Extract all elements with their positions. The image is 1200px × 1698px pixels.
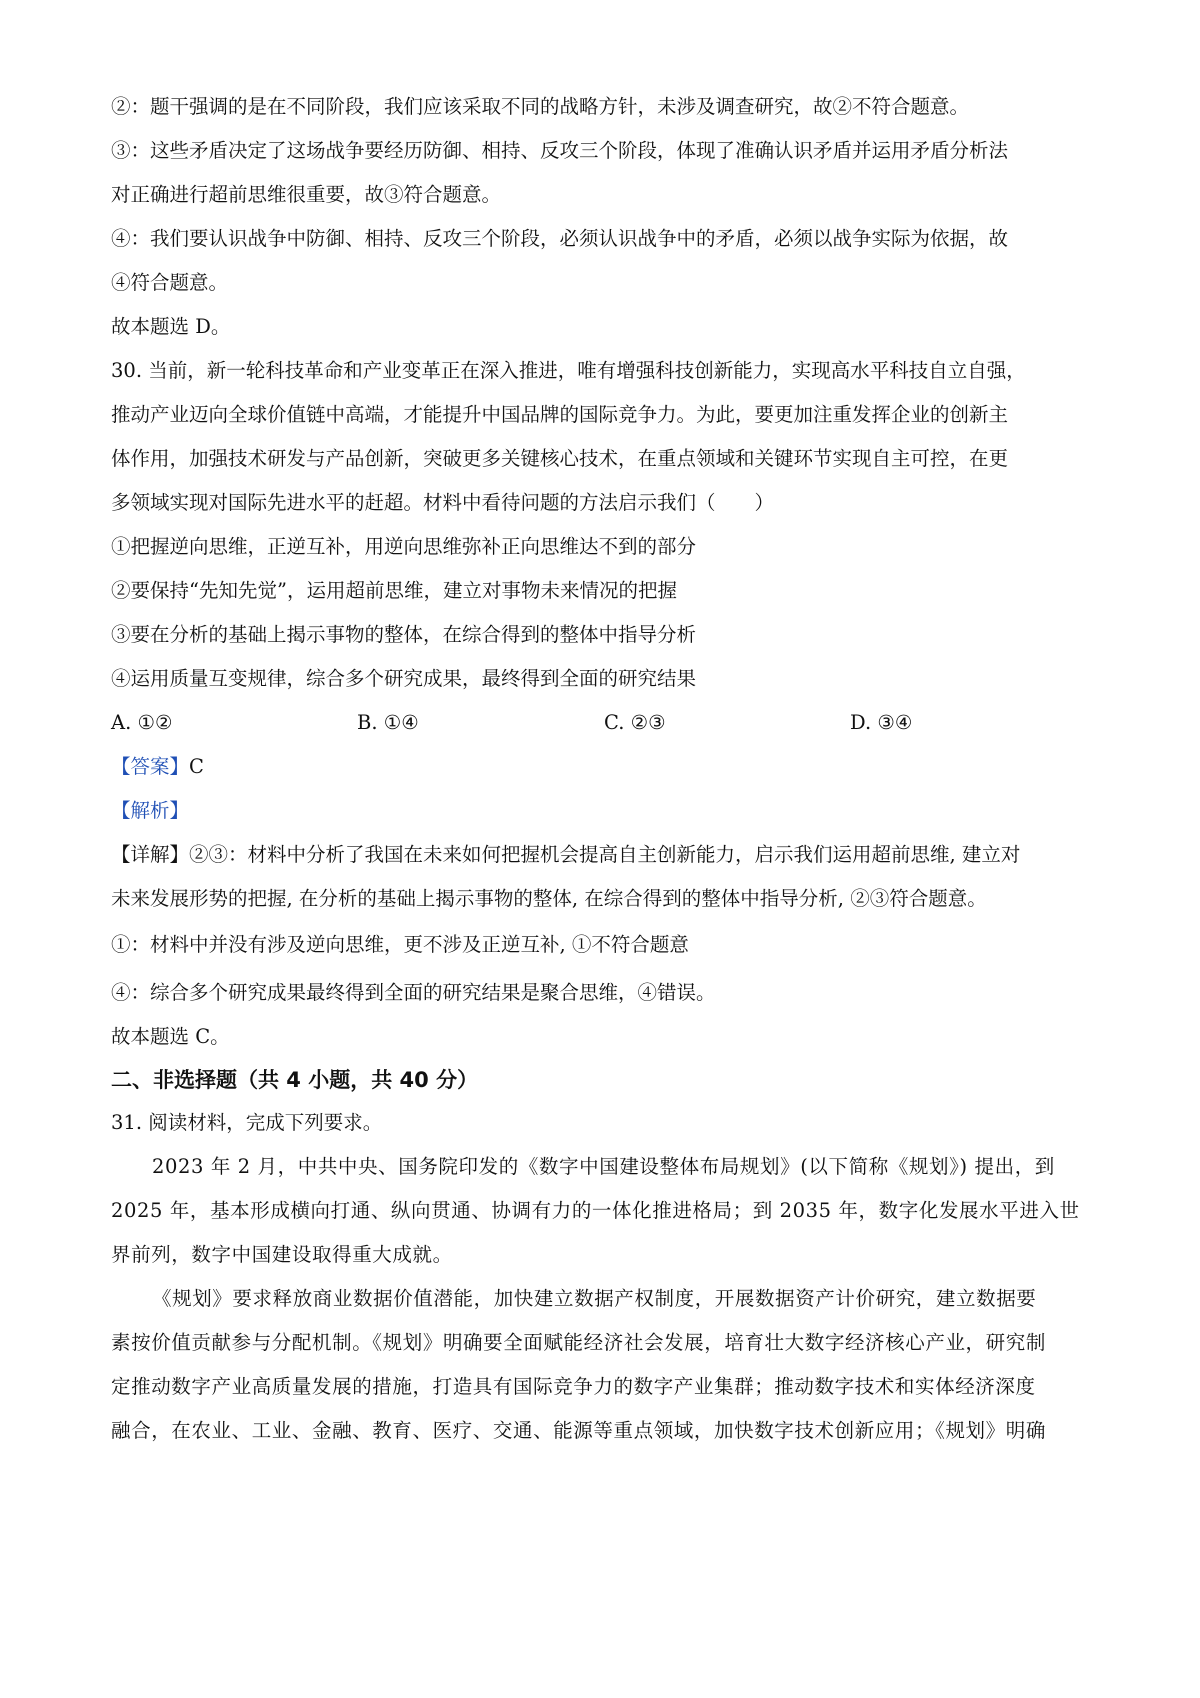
- q31-material-line: 定推动数字产业高质量发展的措施，打造具有国际竞争力的数字产业集群；推动数字技术和实体经济深度: [111, 1375, 1036, 1398]
- q30-option-a: A. ①②: [111, 711, 173, 734]
- prev-analysis-line-4: ④：我们要认识战争中防御、相持、反攻三个阶段，必须认识战争中的矛盾，必须以战争实际为依据，故: [111, 227, 1009, 250]
- q30-detail-line: [111, 842, 1101, 868]
- q30-stem-line: 30. 当前，新一轮科技革命和产业变革正在深入推进，唯有增强科技创新能力，实现高水平科技自立自强，: [111, 359, 1026, 382]
- detail-tag: 【详解】: [111, 843, 190, 866]
- q30-stem-line: 推动产业迈向全球价值链中高端，才能提升中国品牌的国际竞争力。为此，要更加注重发挥企业的创新主: [111, 403, 1009, 426]
- q30-detail-line: 未来发展形势的把握, 在分析的基础上揭示事物的整体, 在综合得到的整体中指导分析, ②③符合题意。: [111, 887, 987, 910]
- q31-material-line: 融合，在农业、工业、金融、教育、医疗、交通、能源等重点领域，加快数字技术创新应用；《规划》明确: [111, 1419, 1046, 1442]
- q31-material-line: 2025 年，基本形成横向打通、纵向贯通、协调有力的一体化推进格局；到 2035 年，数字化发展水平进入世: [111, 1199, 1080, 1222]
- detail-text: ②③：材料中分析了我国在未来如何把握机会提高自主创新能力，启示我们运用超前思维, 建立对: [189, 843, 1021, 866]
- q30-option-d: D. ③④: [850, 711, 913, 734]
- q30-statement-1: ①把握逆向思维，正逆互补，用逆向思维弥补正向思维达不到的部分: [111, 535, 697, 558]
- analysis-tag: 【解析】: [111, 799, 190, 822]
- prev-analysis-line-3: ③：这些矛盾决定了这场战争要经历防御、相持、反攻三个阶段，体现了准确认识矛盾并运用矛盾分析法: [111, 139, 1009, 162]
- q31-material-line: 《规划》要求释放商业数据价值潜能，加快建立数据产权制度，开展数据资产计价研究，建立数据要: [152, 1287, 1037, 1310]
- q30-statement-2: ②要保持“先知先觉”，运用超前思维，建立对事物未来情况的把握: [111, 579, 677, 602]
- prev-analysis-line-2: ②：题干强调的是在不同阶段，我们应该采取不同的战略方针，未涉及调查研究，故②不符合题意。: [111, 95, 970, 118]
- prev-conclusion: 故本题选 D。: [111, 315, 231, 338]
- q30-detail-line: ④：综合多个研究成果最终得到全面的研究结果是聚合思维，④错误。: [111, 981, 716, 1004]
- answer-value: C: [189, 755, 204, 778]
- q30-option-c: C. ②③: [604, 711, 666, 734]
- q30-statement-3: ③要在分析的基础上揭示事物的整体，在综合得到的整体中指导分析: [111, 623, 697, 646]
- prev-analysis-line-3-cont: 对正确进行超前思维很重要，故③符合题意。: [111, 183, 502, 206]
- prev-analysis-line-4-cont: ④符合题意。: [111, 271, 229, 294]
- q30-stem-line: 多领域实现对国际先进水平的赶超。材料中看待问题的方法启示我们（ ）: [111, 491, 775, 514]
- q30-conclusion: 故本题选 C。: [111, 1025, 230, 1048]
- q30-statement-4: ④运用质量互变规律，综合多个研究成果，最终得到全面的研究结果: [111, 667, 697, 690]
- q30-option-b: B. ①④: [357, 711, 419, 734]
- q30-answer: [111, 754, 1101, 780]
- q31-material-line: 界前列，数字中国建设取得重大成就。: [111, 1243, 453, 1266]
- q31-material-line: 素按价值贡献参与分配机制。《规划》明确要全面赋能经济社会发展，培育壮大数字经济核心产业，研究制: [111, 1331, 1046, 1354]
- q30-analysis-heading: [111, 798, 1101, 824]
- q30-detail-line: ①：材料中并没有涉及逆向思维，更不涉及正逆互补, ①不符合题意: [111, 933, 689, 956]
- section-heading: 二、非选择题（共 4 小题，共 40 分）: [111, 1068, 479, 1092]
- answer-tag: 【答案】: [111, 755, 190, 778]
- q31-material-line: 2023 年 2 月，中共中央、国务院印发的《数字中国建设整体布局规划》(以下简称《规划》) 提出，到: [152, 1155, 1055, 1178]
- q30-stem-line: 体作用，加强技术研发与产品创新，突破更多关键核心技术，在重点领域和关键环节实现自主可控，在更: [111, 447, 1009, 470]
- q31-stem: 31. 阅读材料，完成下列要求。: [111, 1111, 383, 1134]
